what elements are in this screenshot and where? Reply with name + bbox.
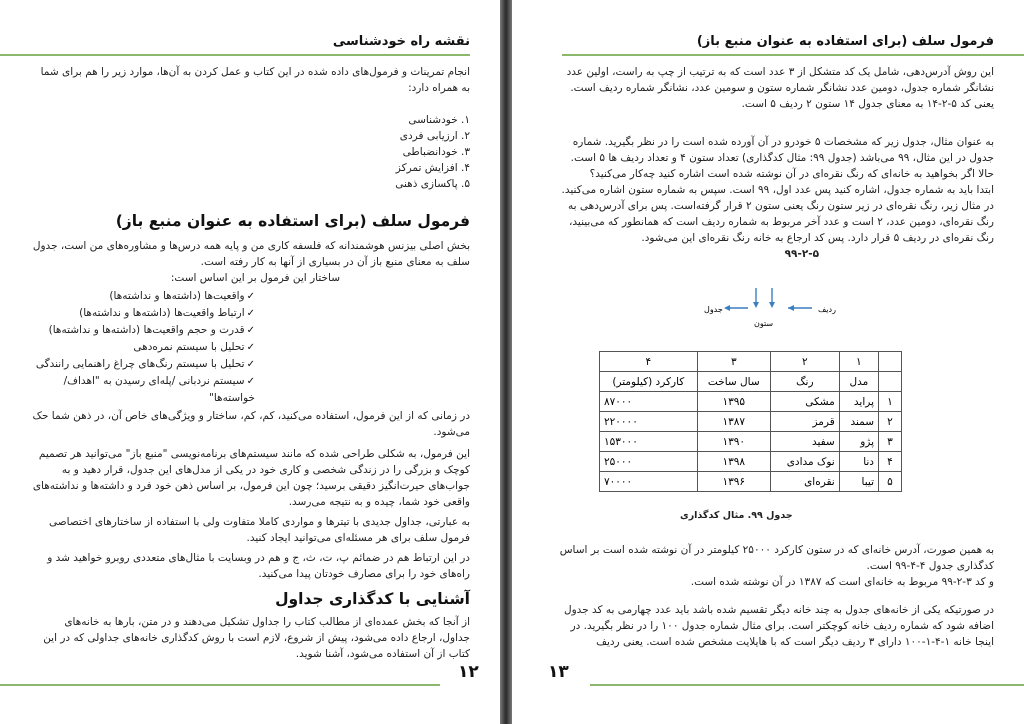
diagram-label-table: جدول: [704, 305, 723, 314]
section-body: [30, 238, 470, 286]
cell-mileage: ۲۵۰۰۰: [600, 452, 698, 472]
table-row: [600, 472, 902, 492]
paragraph: حالا اگر بخواهید به خانه‌ای که رنگ نقره‌ای در آن نوشته شده است اشاره کنید چه‌کار می‌کنید؟: [589, 168, 994, 180]
cell-mileage: ۸۷۰۰۰: [600, 392, 698, 412]
check-icon: ✓: [246, 342, 255, 353]
right-body: [554, 134, 994, 262]
body-paragraphs: [30, 408, 470, 582]
cell-year: ۱۳۹۸: [697, 452, 770, 472]
row-index: ۴: [879, 452, 902, 472]
checklist-item: [25, 322, 255, 339]
checklist-label: تحلیل با سیستم رنگ‌های چراغ راهنمایی رانندگی: [35, 358, 245, 370]
index-header: [879, 352, 902, 372]
right-intro: [554, 64, 994, 112]
checklist-label: ارتباط واقعیت‌ها (داشته‌ها و نداشته‌ها): [79, 307, 245, 319]
paragraph: به همین صورت، آدرس خانه‌ای که در ستون کارکرد ۲۵۰۰۰ کیلومتر در آن نوشته شده است بر اساس کدگذاری جدول ۴-۴-۹۹ است.: [559, 544, 994, 572]
cell-year: ۱۳۸۷: [697, 412, 770, 432]
diagram-label-row: ردیف: [818, 305, 836, 314]
column-number: ۲: [770, 352, 839, 372]
paragraph: این فرمول، به شکلی طراحی شده که مانند سیستم‌های برنامه‌نویسی "منبع باز" می‌توانید هر تصمیم کوچک و بزرگی را در زندگی شخصی و کاری خود در یکی از مدل‌های این جدول، قرار دهید و به جواب‌های حیرت‌انگیز دقیقی برسید؛ چون این فرمول، بر اساس ذهن خود فرد و داشته‌ها و نداشته‌های واقعی خود شما، چیده و به نتیجه می‌رسد.: [32, 448, 470, 508]
table-row: [600, 412, 902, 432]
header-rule: [0, 54, 470, 56]
paragraph: در این ارتباط هم در ضمائم پ، ت، ث، ج و هم در وبسایت با مثال‌های متعددی روبرو خواهید شد و راه‌های خود را برای مصارف خودتان پیدا می‌کنید.: [47, 552, 470, 580]
cell-color: نوک مدادی: [770, 452, 839, 472]
cell-mileage: ۱۵۳۰۰۰: [600, 432, 698, 452]
cell-color: سفید: [770, 432, 839, 452]
footer-rule: [590, 684, 1024, 686]
list-item: ۲. ارزیابی فردی: [399, 130, 470, 142]
checklist-label: تحلیل با سیستم نمره‌دهی: [133, 341, 245, 353]
right-after-table: [554, 542, 994, 650]
checklist-item: [25, 339, 255, 356]
cell-mileage: ۷۰۰۰۰: [600, 472, 698, 492]
paragraph: از آنجا که بخش عمده‌ای از مطالب کتاب را جداول تشکیل می‌دهند و در متن، بارها به خانه‌های جداول، ارجاع داده می‌شود، پیش از شروع، لازم است با روش کدگذاری خانه‌های جداولی که در این کتاب از آن استفاده می‌شود، آشنا شوید.: [43, 616, 470, 660]
paragraph: و کد ۳-۲-۹۹ مربوط به خانه‌ای است که ۱۳۸۷ در آن نوشته شده است.: [690, 576, 994, 588]
cell-color: نقره‌ای: [770, 472, 839, 492]
paragraph: در صورتیکه یکی از خانه‌های جدول به چند خانه دیگر تقسیم شده باشد باید عدد چهارمی به کد جدول اضافه شود که شماره ردیف خانه کوچکتر است. برای مثال شماره جدول ۱۰۰ را در نظر بگیرید. در اینجا خانه ۱-۴-۱-۱۰۰ دارای ۳ ردیف دیگر است که با هایلایت مشخص شده است. یعنی ردیف: [563, 604, 994, 648]
cell-color: قرمز: [770, 412, 839, 432]
cell-year: ۱۳۹۵: [697, 392, 770, 412]
check-icon: ✓: [246, 376, 255, 387]
book-gutter: [500, 0, 512, 724]
column-header: کارکرد (کیلومتر): [600, 372, 698, 392]
checklist-item: [25, 356, 255, 373]
paragraph: به عبارتی، جداول جدیدی با تیترها و مواردی کاملا متفاوت ولی با استفاده از ساختارهای اختصاصی فرمول سلف برای هر مسئله‌ای می‌توانید ایجاد کنید.: [48, 516, 470, 544]
checklist-item: [25, 288, 255, 305]
column-number-row: [600, 352, 902, 372]
column-number: ۴: [600, 352, 698, 372]
checklist-label: سیستم نردبانی /پله‌ای رسیدن به "اهداف/خواسته‌ها": [63, 375, 255, 404]
check-icon: ✓: [246, 308, 255, 319]
table-row: [600, 392, 902, 412]
code-example: ۹۹-۲-۵: [784, 248, 819, 260]
check-icon: ✓: [246, 291, 255, 302]
intro-paragraph: [30, 64, 470, 96]
section-body: [30, 614, 470, 662]
paragraph: در زمانی که از این فرمول، استفاده می‌کنید، کم، کم، ساختار و ویژگی‌های خاص آن، در ذهن شما حک می‌شود.: [32, 410, 470, 438]
row-index: ۵: [879, 472, 902, 492]
page-number: ۱۳: [548, 662, 569, 682]
row-index: ۲: [879, 412, 902, 432]
cell-model: تیبا: [839, 472, 878, 492]
page-header: فرمول سلف (برای استفاده به عنوان منبع باز): [696, 34, 994, 49]
header-row: [600, 372, 902, 392]
page-header: نقشه راه خودشناسی: [332, 34, 470, 49]
cell-mileage: ۲۲۰۰۰۰: [600, 412, 698, 432]
column-number: ۳: [697, 352, 770, 372]
list-item: ۳. خودانضباطی: [402, 146, 470, 158]
left-page: [0, 0, 500, 724]
header-rule: [562, 54, 1024, 56]
footer-rule: [0, 684, 440, 686]
paragraph: ساختار این فرمول بر این اساس است:: [170, 272, 340, 284]
index-header: [879, 372, 902, 392]
cell-model: پژو: [839, 432, 878, 452]
cell-model: پراید: [839, 392, 878, 412]
row-index: ۳: [879, 432, 902, 452]
column-number: ۱: [839, 352, 878, 372]
table-row: [600, 452, 902, 472]
paragraph: به عنوان مثال، جدول زیر که مشخصات ۵ خودرو در آن آورده شده است را در نظر بگیرید. شماره جدول در این مثال، ۹۹ می‌باشد (جدول ۹۹: مثال کدگذاری) تعداد ستون ۴ و تعداد ردیف ها ۵ است.: [570, 136, 994, 164]
checklist-label: قدرت و حجم واقعیت‌ها (داشته‌ها و نداشته‌ها): [48, 324, 245, 336]
list-item: ۴. افزایش تمرکز: [395, 162, 470, 174]
table-caption: جدول ۹۹. مثال کدگذاری: [680, 510, 793, 521]
checklist: [25, 288, 255, 406]
table-row: [600, 432, 902, 452]
column-header: سال ساخت: [697, 372, 770, 392]
cell-year: ۱۳۹۶: [697, 472, 770, 492]
checklist-item: [25, 373, 255, 406]
checklist-label: واقعیت‌ها (داشته‌ها و نداشته‌ها): [109, 290, 245, 302]
column-header: مدل: [839, 372, 878, 392]
addressing-diagram: [690, 286, 850, 336]
paragraph: بخش اصلی بیزنس هوشمندانه که فلسفه کاری من و پایه همه درس‌ها و مشاوره‌های من است، جدول سلف به معنای منبع باز آن در بسیاری از آنها به کار رفته است.: [32, 240, 470, 268]
list-item: ۱. خودشناسی: [408, 114, 470, 126]
check-icon: ✓: [246, 325, 255, 336]
paragraph: ابتدا باید به شماره جدول، اشاره کنید پس عدد اول، ۹۹ است. سپس به شماره ستون اشاره می‌کنید.: [561, 184, 994, 196]
section-title: فرمول سلف (برای استفاده به عنوان منبع باز): [115, 212, 470, 230]
cell-year: ۱۳۹۰: [697, 432, 770, 452]
column-header: رنگ: [770, 372, 839, 392]
paragraph: در مثال زیر، رنگ نقره‌ای در زیر ستون رنگ یعنی ستون ۲ قرار گرفته‌است. پس برای آدرس‌دهی به رنگ نقره‌ای، دومین عدد، ۲ است و عدد آخر مربوط به شماره ردیف است که همانطور که می‌بینید، رنگ نقره‌ای در ردیف ۵ قرار دارد. پس کد ارجاع به خانه رنگ نقره‌ای این می‌شود.: [568, 200, 994, 244]
cell-model: دنا: [839, 452, 878, 472]
example-table: [599, 351, 902, 492]
diagram-label-column: ستون: [754, 319, 774, 328]
row-index: ۱: [879, 392, 902, 412]
cell-color: مشکی: [770, 392, 839, 412]
page-number: ۱۲: [458, 662, 479, 682]
benefits-list: [270, 112, 470, 192]
intro-text: انجام تمرینات و فرمول‌های داده شده در این کتاب و عمل کردن به آن‌ها، موارد زیر را هم برای شما به همراه دارد:: [40, 66, 470, 94]
list-item: ۵. پاکسازی ذهنی: [395, 178, 470, 190]
section-title: آشنایی با کدگذاری جداول: [275, 590, 470, 608]
paragraph: این روش آدرس‌دهی، شامل یک کد متشکل از ۳ عدد است که به ترتیب از چپ به راست، اولین عدد نشانگر شماره جدول، دومین عدد نشانگر شماره ستون و سومین عدد، نشانگر شماره ردیف است. یعنی کد ۵-۲-۱۴ به معنای جدول ۱۴ ستون ۲ ردیف ۵ است.: [566, 66, 994, 110]
cell-model: سمند: [839, 412, 878, 432]
check-icon: ✓: [246, 359, 255, 370]
checklist-item: [25, 305, 255, 322]
